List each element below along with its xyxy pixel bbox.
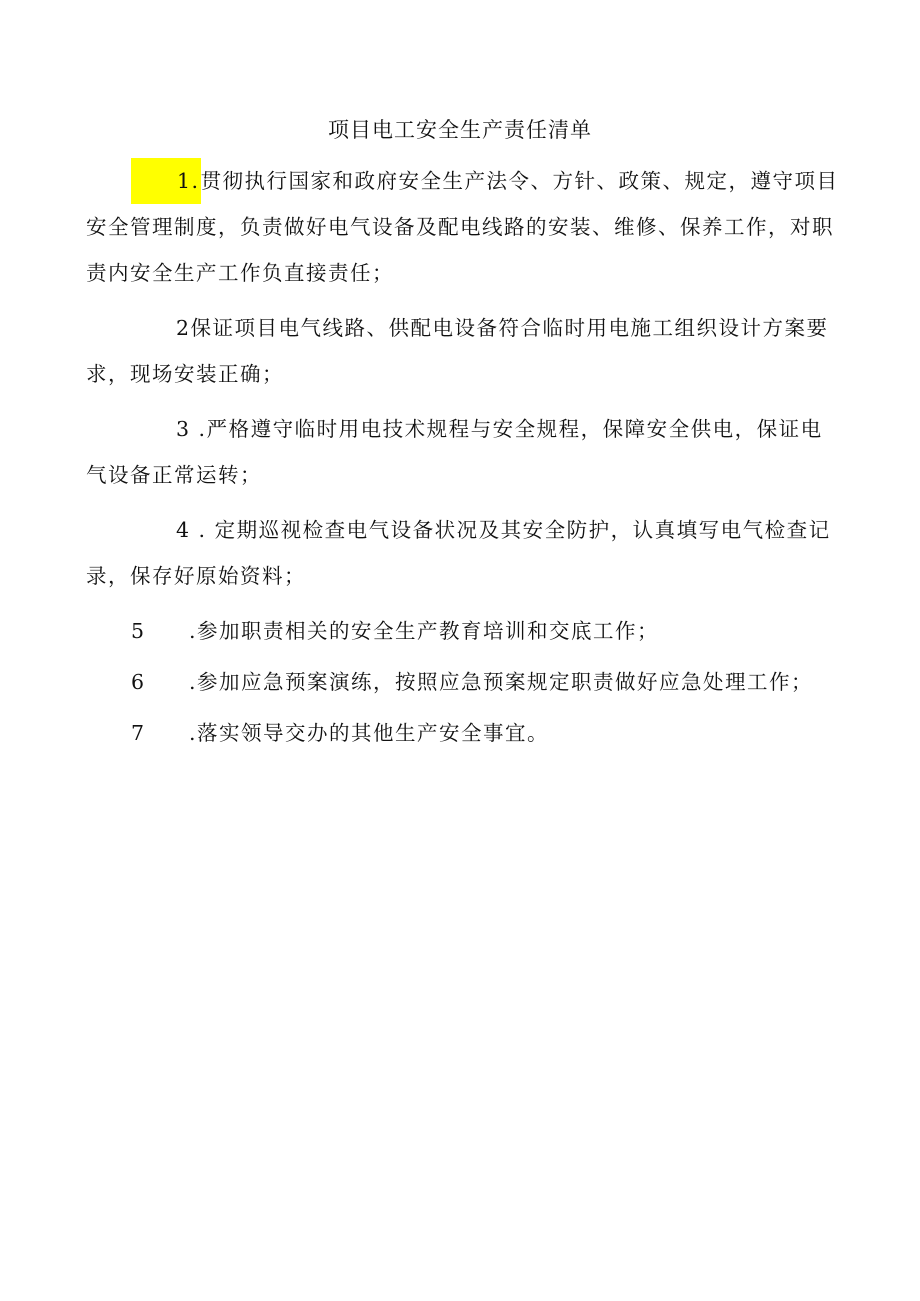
item-text: 贯彻执行国家和政府安全生产法令、方针、政策、规定，遵守项目安全管理制度，负责做好电气设备及配电线路的安装、维修、保养工作，对职责内安全生产工作负直接责任； xyxy=(86,169,839,285)
item-text: 定期巡视检查电气设备状况及其安全防护，认真填写电气检查记录，保存好原始资料； xyxy=(86,518,831,588)
page-title: 项目电工安全生产责任清单 xyxy=(328,118,592,142)
item-number: 7 xyxy=(131,721,146,745)
item-text: .落实领导交办的其他生产安全事宜。 xyxy=(189,721,550,745)
item-text: 严格遵守临时用电技术规程与安全规程，保障安全供电，保证电气设备正常运转； xyxy=(86,417,823,487)
item-number: 4 . xyxy=(176,518,207,542)
list-item xyxy=(86,659,840,705)
item-text: 保证项目电气线路、供配电设备符合临时用电施工组织设计方案要求，现场安装正确； xyxy=(86,316,829,386)
list-item xyxy=(86,305,840,397)
item-number: 5 xyxy=(131,619,146,643)
item-number: 3 . xyxy=(176,417,207,441)
list-item xyxy=(86,507,840,599)
item-number: 1. xyxy=(131,158,201,204)
list-item xyxy=(86,608,840,654)
list-item xyxy=(86,406,840,498)
item-text: .参加职责相关的安全生产教育培训和交底工作； xyxy=(189,619,660,643)
list-item xyxy=(86,710,840,756)
list-item xyxy=(86,158,840,296)
item-number: 6 xyxy=(131,670,146,694)
item-number: 2 xyxy=(176,316,191,340)
item-text: .参加应急预案演练，按照应急预案规定职责做好应急处理工作； xyxy=(189,670,814,694)
document-body xyxy=(86,158,840,761)
